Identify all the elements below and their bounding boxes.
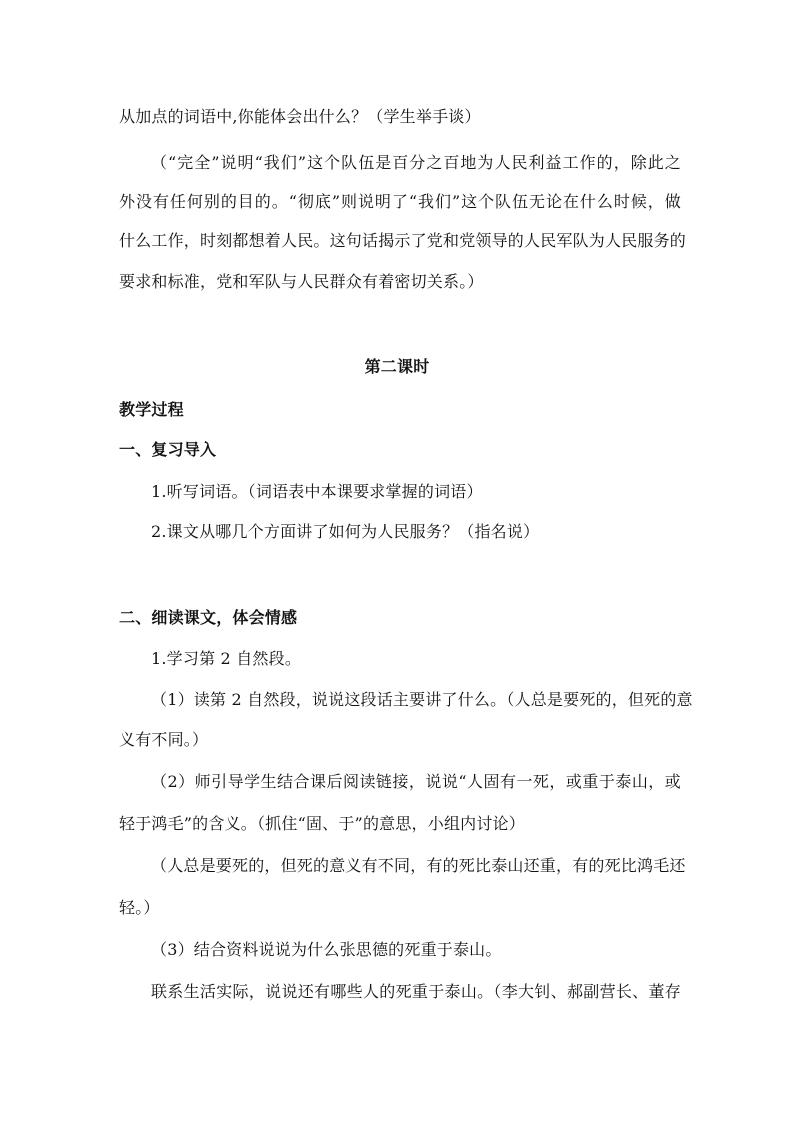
paragraph-line: （1）读第 2 自然段，说说这段话主要讲了什么。（人总是要死的，但死的意 (151, 690, 693, 709)
list-item: 1.学习第 2 自然段。 (151, 649, 302, 668)
paragraph-line: 联系生活实际，说说还有哪些人的死重于泰山。（李大钊、郝副营长、董存 (151, 982, 681, 1001)
paragraph-line: （“完全”说明“我们”这个队伍是百分之百地为人民利益工作的，除此之 (151, 153, 681, 172)
section-heading: 一、复习导入 (119, 440, 217, 459)
list-item: 2.课文从哪几个方面讲了如何为人民服务？（指名说） (151, 522, 540, 541)
lesson-title: 第二课时 (364, 357, 430, 376)
list-item: 1.听写词语。（词语表中本课要求掌握的词语） (151, 482, 483, 501)
paragraph-line: 从加点的词语中,你能体会出什么？（学生举手谈） (119, 107, 481, 126)
paragraph-line: 什么工作，时刻都想着人民。这句话揭示了党和党领导的人民军队为人民服务的 (119, 231, 687, 250)
paragraph-line: 轻。） (119, 898, 160, 917)
paragraph-line: （人总是要死的，但死的意义有不同，有的死比泰山还重，有的死比鸿毛还 (151, 856, 686, 875)
paragraph-line: 外没有任何别的目的。“彻底”则说明了“我们”这个队伍无论在什么时候，做 (119, 192, 681, 211)
paragraph-line: 轻于鸿毛”的含义。（抓住“固、于”的意思，小组内讨论） (119, 814, 525, 833)
paragraph-line: （3）结合资料说说为什么张思德的死重于泰山。 (151, 940, 502, 959)
paragraph-line: （2）师引导学生结合课后阅读链接，说说“人固有一死，或重于泰山，或 (151, 772, 681, 791)
paragraph-line: 要求和标准，党和军队与人民群众有着密切关系。） (119, 272, 484, 291)
paragraph-line: 义有不同。） (119, 730, 209, 749)
process-heading: 教学过程 (119, 400, 184, 419)
section-heading: 二、细读课文，体会情感 (119, 608, 298, 627)
